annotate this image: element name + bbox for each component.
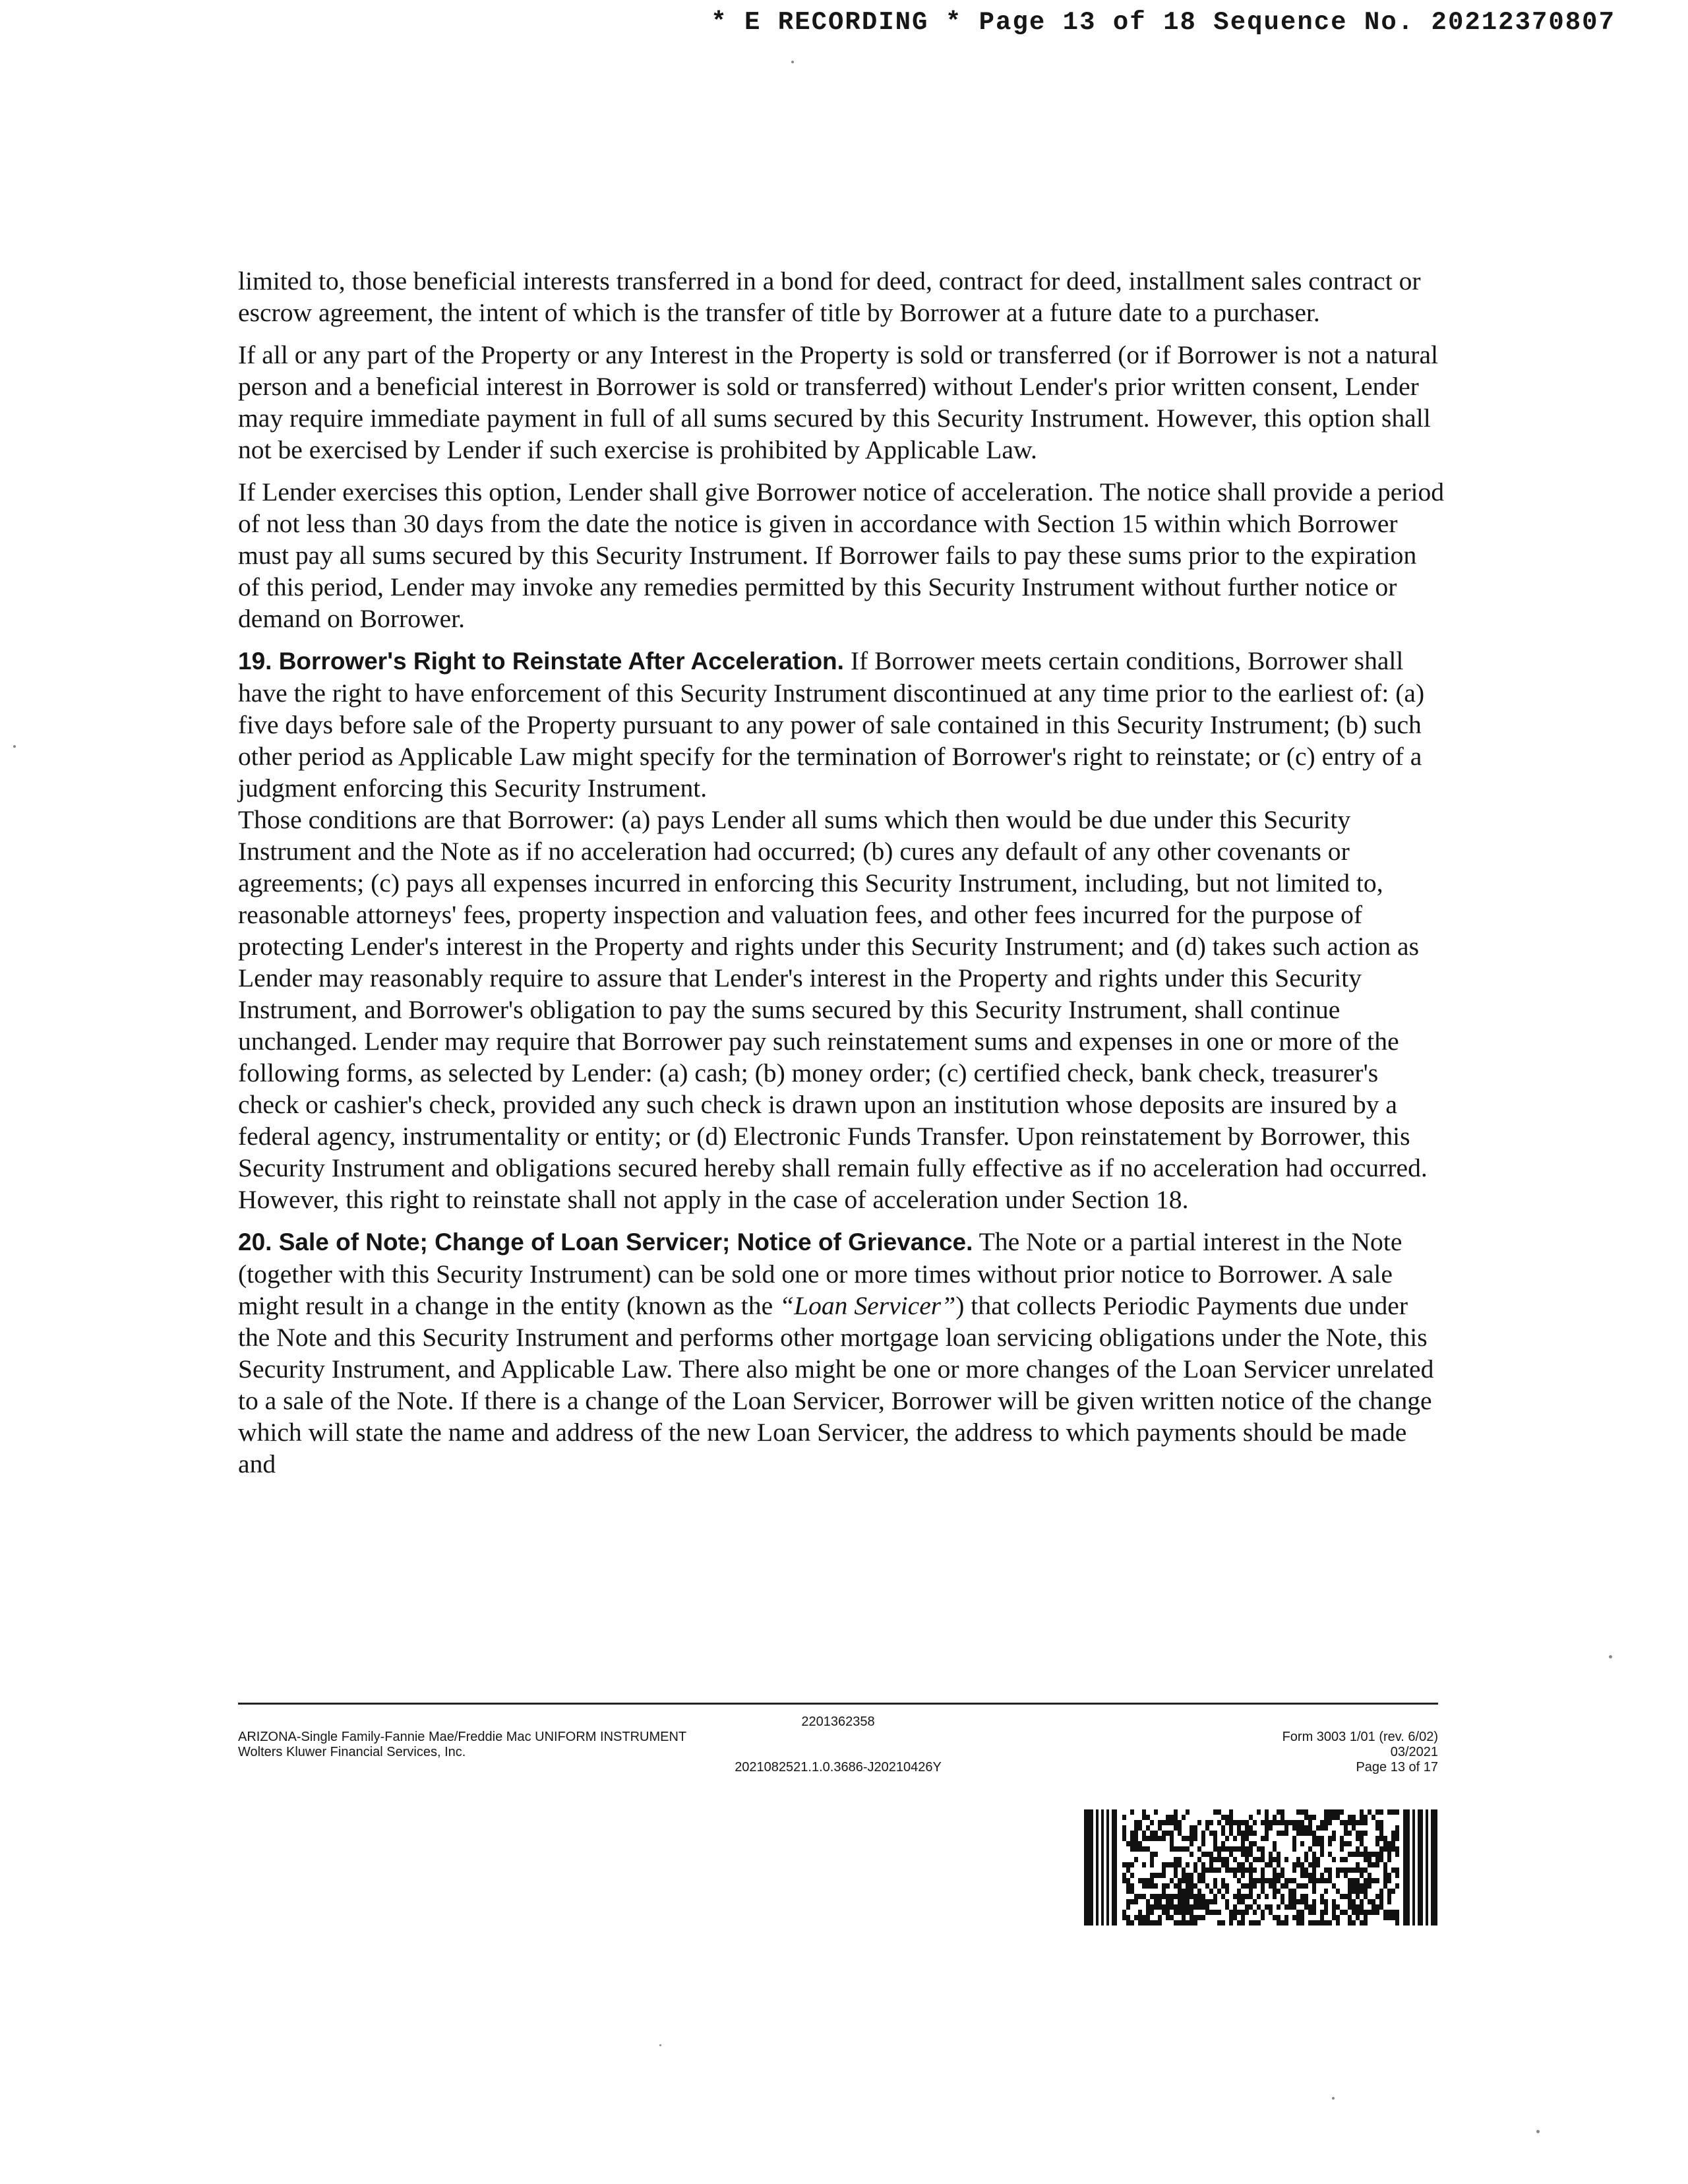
barcode-start-pattern bbox=[1084, 1809, 1117, 1926]
form-date: 03/2021 bbox=[1390, 1745, 1438, 1759]
scan-speck bbox=[791, 61, 794, 63]
barcode-data-area bbox=[1122, 1809, 1399, 1926]
section-20-text: The Note or a partial interest in the Note (together with this Security Instrument) can be sold one or more times without prior notice to Borrower. A sale might result in a change in the entity (known as the bbox=[238, 1227, 1402, 1320]
form-number: Form 3003 1/01 (rev. 6/02) bbox=[1282, 1730, 1438, 1744]
scan-speck bbox=[13, 745, 16, 748]
company-name: Wolters Kluwer Financial Services, Inc. bbox=[238, 1745, 466, 1759]
paragraph-beneficial-interest: limited to, those beneficial interests transferred in a bond for deed, contract for deed, installment sales contract or escrow agreement, the intent of which is the transfer of title by Borrower at a future date to a purchaser. bbox=[238, 266, 1421, 327]
form-title: ARIZONA-Single Family-Fannie Mae/Freddie Mac UNIFORM INSTRUMENT bbox=[238, 1730, 687, 1744]
loan-number: 2201362358 bbox=[801, 1714, 875, 1729]
section-20-heading: 20. Sale of Note; Change of Loan Servicer; Notice of Grievance. bbox=[238, 1228, 973, 1256]
section-20-text-continued: ) that collects Periodic Payments due under the Note and this Security Instrument and performs other mortgage loan servicing obligations under the Note, this Security Instrument, and Applicable Law. There also might be one or more changes of the Loan Servicer unrelated to a sale of the Note. If there is a change of the Loan Servicer, Borrower will be given written notice of the change which will state the name and address of the new Loan Servicer, the address to which payments should be made and bbox=[238, 1291, 1434, 1478]
section-19-conditions: Those conditions are that Borrower: (a) pays Lender all sums which then would be due under this Security Instrument and the Note as if no acceleration had occurred; (b) cures any default of any other covenants or agreements; (c) pays all expenses incurred in enforcing this Security Instrument, including, but not limited to, reasonable attorneys' fees, property inspection and valuation fees, and other fees incurred for the purpose of protecting Lender's interest in the Property and rights under this Security Instrument; and (d) takes such action as Lender may reasonably require to assure that Lender's interest in the Property and rights under this Security Instrument, and Borrower's obligation to pay the sums secured by this Security Instrument, shall continue unchanged. Lender may require that Borrower pay such reinstatement sums and expenses in one or more of the following forms, as selected by Lender: (a) cash; (b) money order; (c) certified check, bank check, treasurer's check or cashier's check, provided any such check is drawn upon an institution whose deposits are insured by a federal agency, instrumentality or entity; or (d) Electronic Funds Transfer. Upon reinstatement by Borrower, this Security Instrument and obligations secured hereby shall remain fully effective as if no acceleration had occurred. However, this right to reinstate shall not apply in the case of acceleration under Section 18. bbox=[238, 805, 1428, 1214]
section-19-paragraph bbox=[238, 645, 1445, 804]
scan-speck bbox=[1609, 1655, 1612, 1658]
paragraph-notice-of-acceleration: If Lender exercises this option, Lender shall give Borrower notice of acceleration. The notice shall provide a period of not less than 30 days from the date the notice is given in accordance with Section 15 within which Borrower must pay all sums secured by this Security Instrument. If Borrower fails to pay these sums prior to the expiration of this period, Lender may invoke any remedies permitted by this Security Instrument without further notice or demand on Borrower. bbox=[238, 477, 1445, 633]
scan-speck bbox=[1536, 2130, 1540, 2133]
paragraph-transfer-of-property: If all or any part of the Property or any Interest in the Property is sold or transferred (or if Borrower is not a natural person and a beneficial interest in Borrower is sold or transferred) without Lender's prior written consent, Lender may require immediate payment in full of all sums secured by this Security Instrument. However, this option shall not be exercised by Lender if such exercise is prohibited by Applicable Law. bbox=[238, 340, 1439, 464]
document-body bbox=[238, 265, 1445, 1490]
barcode-stop-pattern bbox=[1403, 1809, 1437, 1926]
section-19-text: If Borrower meets certain conditions, Borrower shall have the right to have enforcement of this Security Instrument discontinued at any time prior to the earliest of: (a) five days before sale of the Property pursuant to any power of sale contained in this Security Instrument; (b) such other period as Applicable Law might specify for the termination of Borrower's right to reinstate; or (c) entry of a judgment enforcing this Security Instrument. bbox=[238, 646, 1425, 803]
pdf417-barcode bbox=[1084, 1809, 1437, 1926]
scan-speck bbox=[659, 2044, 661, 2046]
document-footer bbox=[238, 1714, 1438, 1775]
scan-speck bbox=[1332, 2097, 1335, 2100]
recording-header: * E RECORDING * Page 13 of 18 Sequence No. 20212370807 bbox=[711, 8, 1615, 37]
section-20-paragraph bbox=[238, 1226, 1445, 1480]
footer-divider bbox=[238, 1703, 1438, 1705]
page-number: Page 13 of 17 bbox=[1356, 1760, 1438, 1774]
section-19-heading: 19. Borrower's Right to Reinstate After Acceleration. bbox=[238, 648, 844, 675]
document-code: 2021082521.1.0.3686-J20210426Y bbox=[735, 1760, 942, 1774]
loan-servicer-term: “Loan Servicer” bbox=[779, 1291, 956, 1320]
